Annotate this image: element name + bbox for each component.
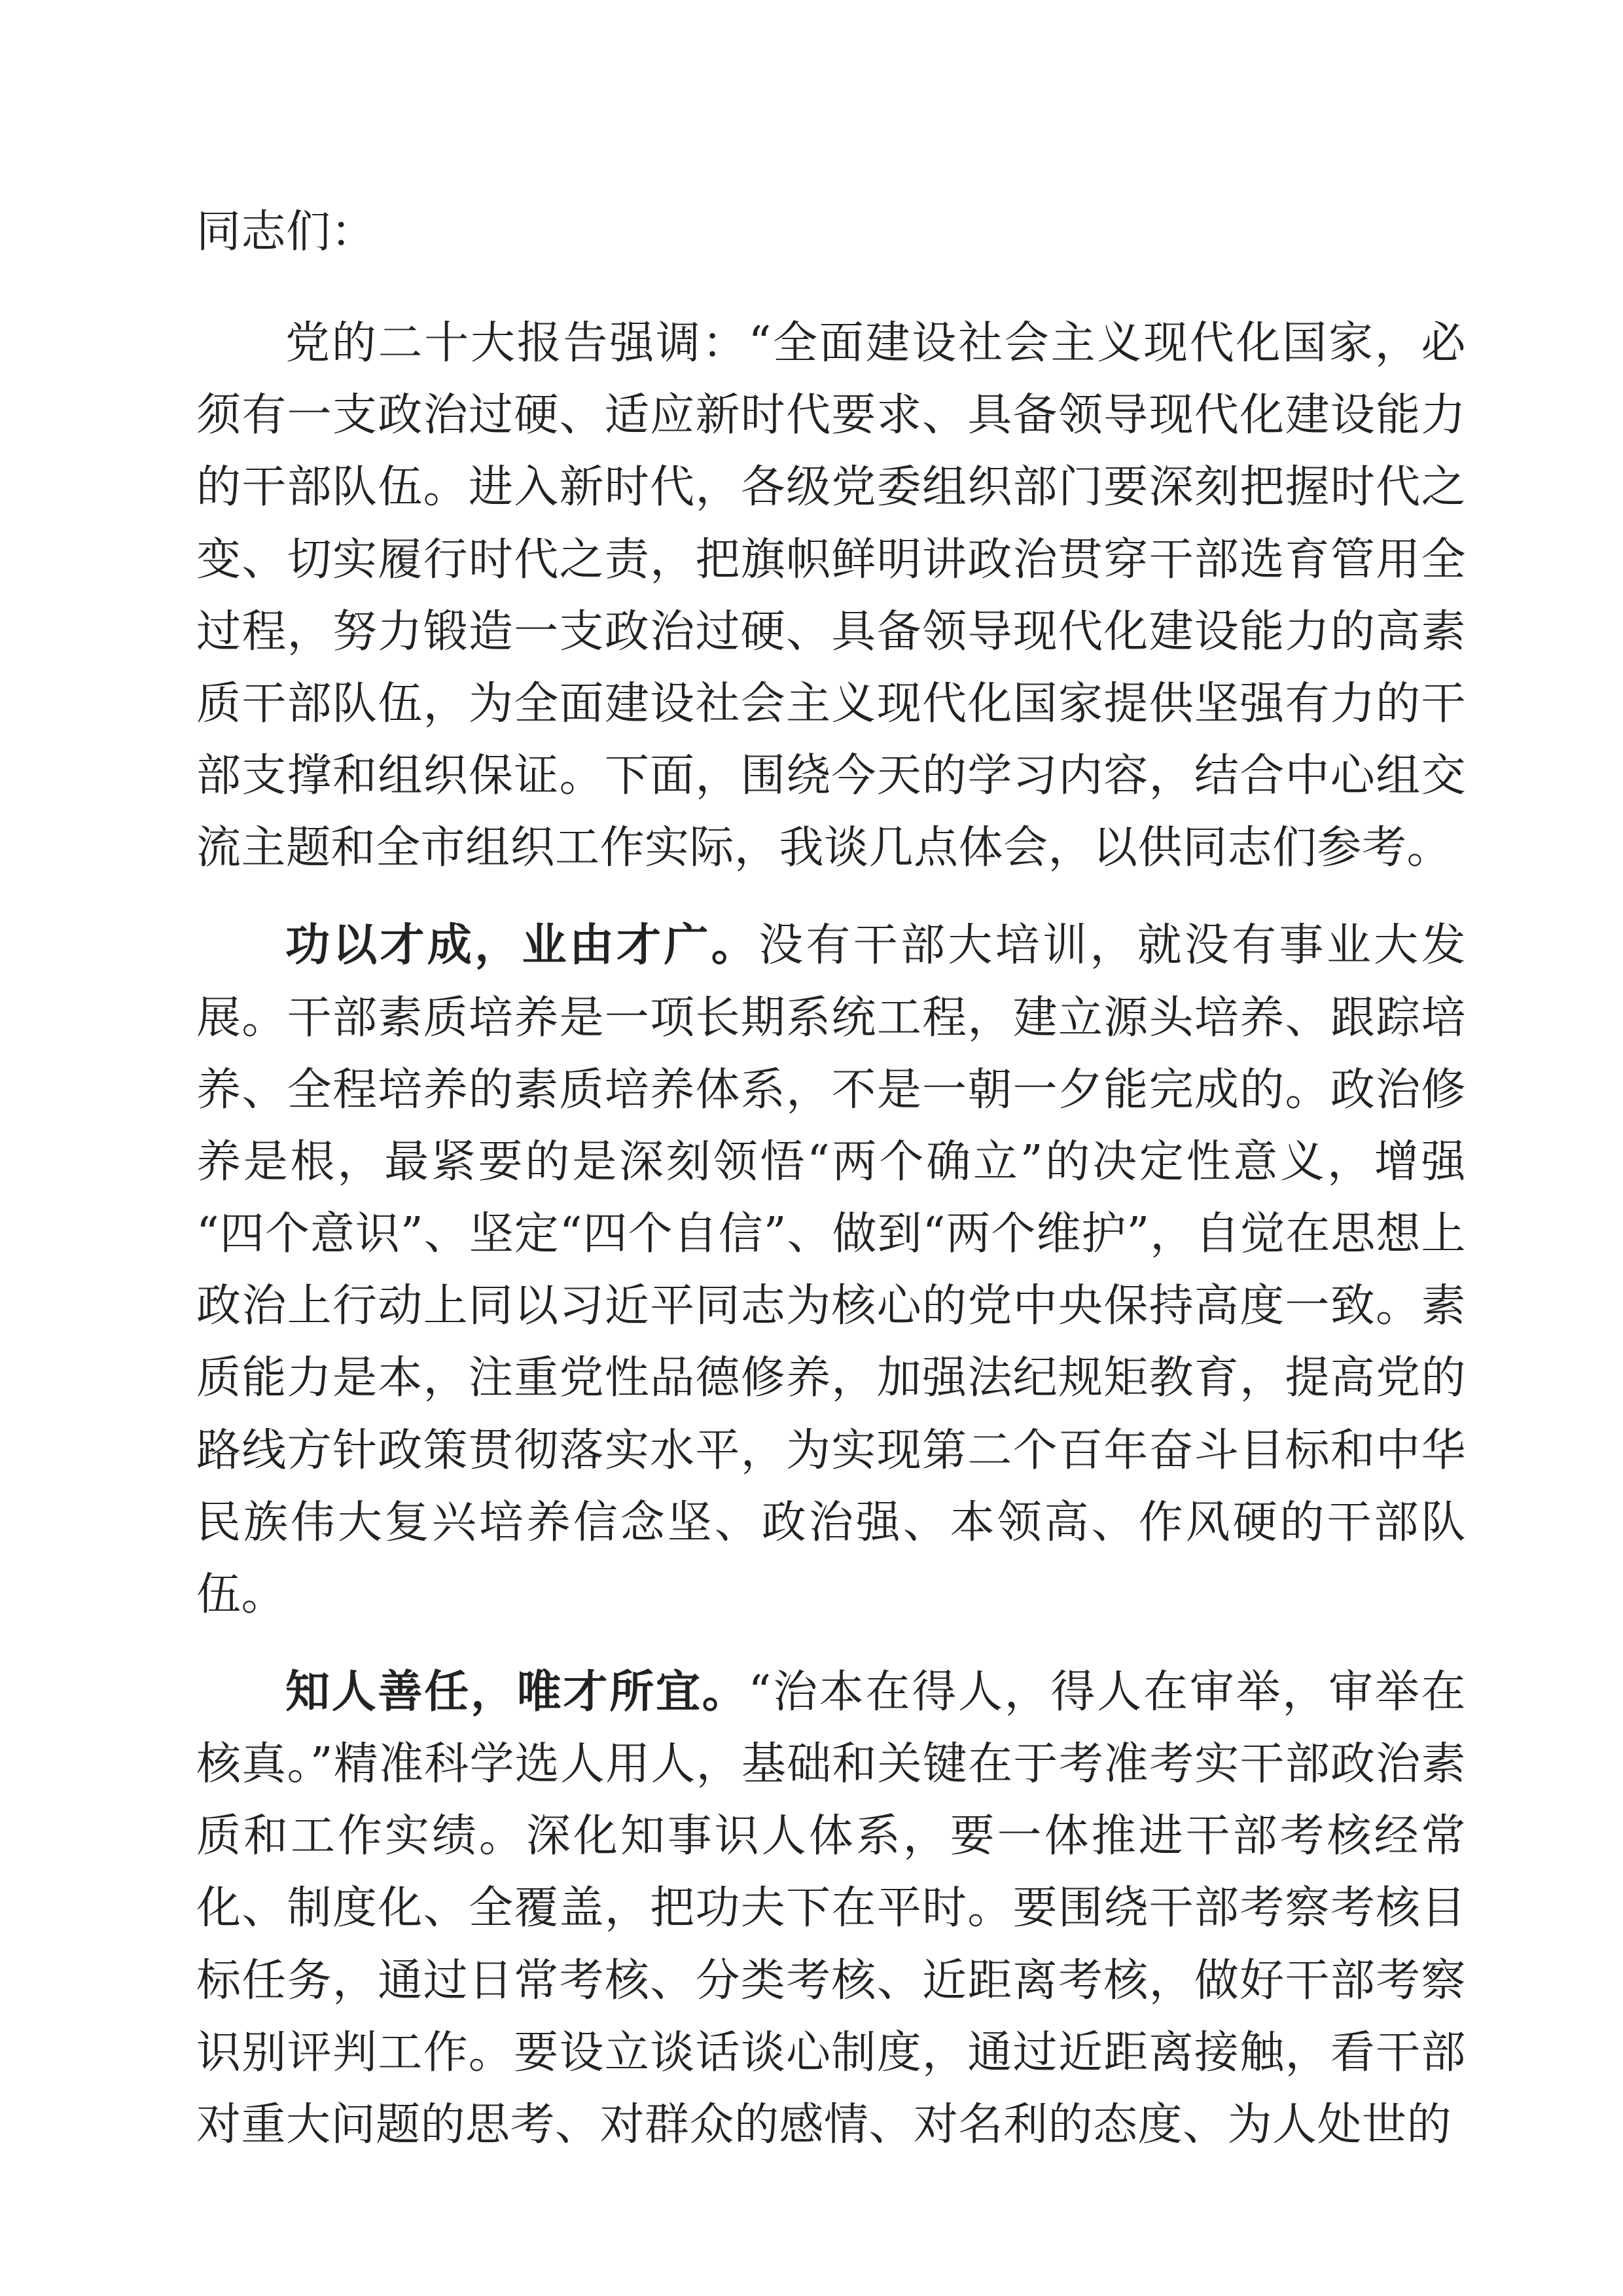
section-two-paragraph [196,1656,1466,2161]
section-one-text: 没有干部大培训，就没有事业大发展。干部素质培养是一项长期系统工程，建立源头培养、跟踪培养、全程培养的素质培养体系，不是一朝一夕能完成的。政治修养是根，最紧要的是深刻领悟“两个确立”的决定性意义，增强“四个意识”、坚定“四个自信”、做到“两个维护”，自觉在思想上政治上行动上同以习近平同志为核心的党中央保持高度一致。素质能力是本，注重党性品德修养，加强法纪规矩教育，提高党的路线方针政策贯彻落实水平，为实现第二个百年奋斗目标和中华民族伟大复兴培养信念坚、政治强、本领高、作风硬的干部队伍。 [196,920,1466,1621]
intro-paragraph: 党的二十大报告强调：“全面建设社会主义现代化国家，必须有一支政治过硬、适应新时代要求、具备领导现代化建设能力的干部队伍。进入新时代，各级党委组织部门要深刻把握时代之变、切实履行时代之责，把旗帜鲜明讲政治贯穿干部选育管用全过程，努力锻造一支政治过硬、具备领导现代化建设能力的高素质干部队伍，为全面建设社会主义现代化国家提供坚强有力的干部支撑和组织保证。下面，围绕今天的学习内容，结合中心组交流主题和全市组织工作实际，我谈几点体会，以供同志们参考。 [196,317,1466,874]
section-two-text: “治本在得人，得人在审举，审举在核真。”精准科学选人用人，基础和关键在于考准考实干部政治素质和工作实绩。深化知事识人体系，要一体推进干部考核经常化、制度化、全覆盖，把功夫下在平时。要围绕干部考察考核目标任务，通过日常考核、分类考核、近距离考核，做好干部考察识别评判工作。要设立谈话谈心制度，通过近距离接触，看干部对重大问题的思考、对群众的感情、对名利的态度、为人处世的 [196,1666,1466,2151]
salutation-paragraph: 同志们： [196,206,376,258]
section-one-lead: 功以才成，业由才广。 [285,919,759,972]
section-two-lead: 知人善任，唯才所宜。 [285,1665,749,1718]
section-one-paragraph [196,909,1466,1631]
document-body [196,196,1466,2161]
